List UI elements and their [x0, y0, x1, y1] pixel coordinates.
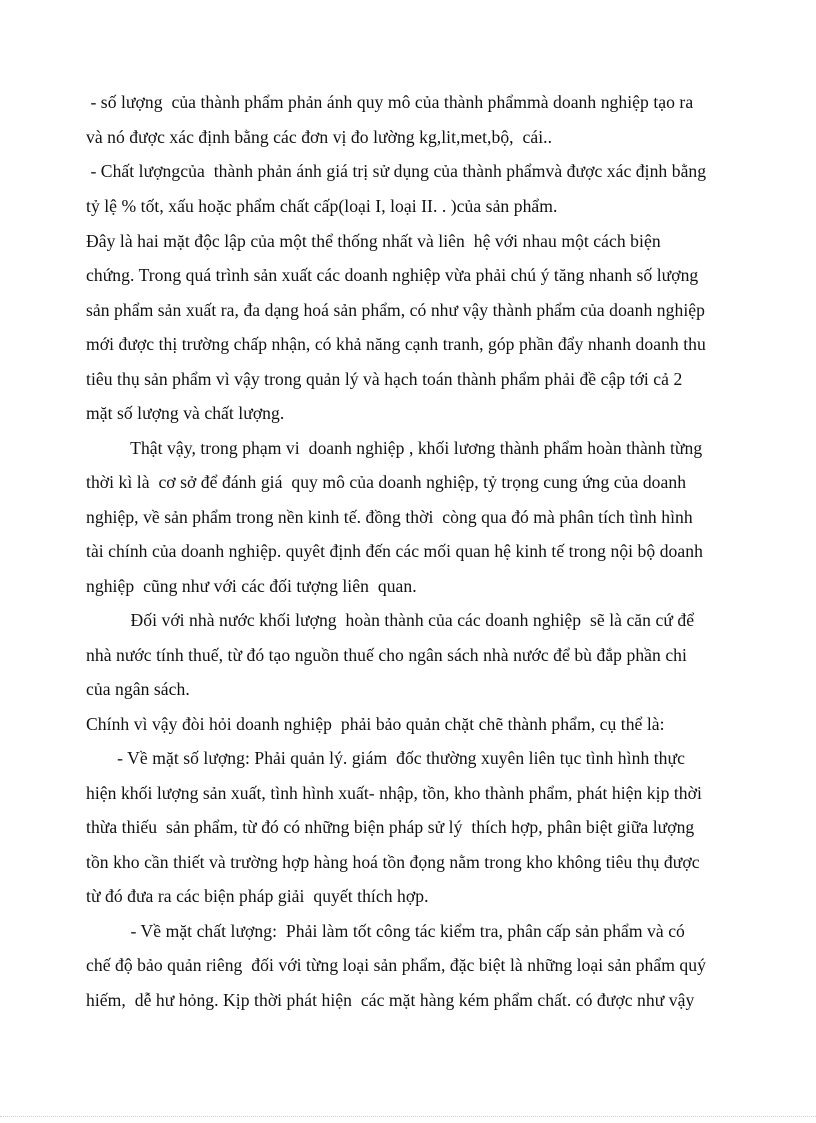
text-line: Thật vậy, trong phạm vi doanh nghiệp , khối lương thành phẩm hoàn thành từng — [86, 438, 703, 458]
page-bottom-rule — [0, 1116, 816, 1118]
text-line: mới được thị trường chấp nhận, có khả năng cạnh tranh, góp phần đẩy nhanh doanh thu — [86, 334, 706, 354]
text-line: nghiệp, về sản phẩm trong nền kinh tế. đồng thời còng qua đó mà phân tích tình hình — [86, 507, 693, 527]
text-line: chế độ bảo quản riêng đối với từng loại sản phẩm, đặc biệt là những loại sản phẩm quý — [86, 955, 706, 975]
text-line: - số lượng của thành phẩm phản ánh quy mô của thành phẩmmà doanh nghiệp tạo ra — [86, 92, 694, 112]
text-line: tiêu thụ sản phẩm vì vậy trong quản lý và hạch toán thành phẩm phải đề cập tới cả 2 — [86, 369, 683, 389]
text-line: - Về mặt chất lượng: Phải làm tốt công tác kiểm tra, phân cấp sản phẩm và có — [86, 921, 685, 941]
text-line: - Về mặt số lượng: Phải quản lý. giám đốc thường xuyên liên tục tình hình thực — [86, 748, 685, 768]
text-line: nghiệp cũng như với các đối tượng liên quan. — [86, 576, 417, 596]
text-line: hiện khối lượng sản xuất, tình hình xuất- nhập, tồn, kho thành phẩm, phát hiện kịp thời — [86, 783, 702, 803]
text-line: nhà nước tính thuế, từ đó tạo nguồn thuế cho ngân sách nhà nước để bù đắp phần chi — [86, 645, 687, 665]
text-line: từ đó đưa ra các biện pháp giải quyết thích hợp. — [86, 886, 429, 906]
text-line: - Chất lượngcủa thành phản ánh giá trị sử dụng của thành phẩmvà được xác định bằng — [86, 161, 707, 181]
text-line: sản phẩm sản xuất ra, đa dạng hoá sản phẩm, có như vậy thành phẩm của doanh nghiệp — [86, 300, 705, 320]
text-line: thời kì là cơ sở để đánh giá quy mô của doanh nghiệp, tỷ trọng cung ứng của doanh — [86, 472, 687, 492]
text-line: chứng. Trong quá trình sản xuất các doanh nghiệp vừa phải chú ý tăng nhanh số lượng — [86, 265, 699, 285]
text-line: tài chính của doanh nghiệp. quyêt định đến các mối quan hệ kinh tế trong nội bộ doanh — [86, 541, 703, 561]
text-line: mặt số lượng và chất lượng. — [86, 403, 285, 423]
text-line: tỷ lệ % tốt, xấu hoặc phẩm chất cấp(loại I, loại II. . )của sản phẩm. — [86, 196, 558, 216]
text-line: của ngân sách. — [86, 679, 190, 699]
text-line: tồn kho cần thiết và trường hợp hàng hoá tồn đọng nằm trong kho không tiêu thụ được — [86, 852, 700, 872]
text-line: Đây là hai mặt độc lập của một thể thống nhất và liên hệ với nhau một cách biện — [86, 231, 661, 251]
text-line: hiếm, dễ hư hỏng. Kịp thời phát hiện các mặt hàng kém phẩm chất. có được như vậy — [86, 990, 695, 1010]
text-line: Đối với nhà nước khối lượng hoàn thành của các doanh nghiệp sẽ là căn cứ để — [86, 610, 695, 630]
text-line: Chính vì vậy đòi hỏi doanh nghiệp phải bảo quản chặt chẽ thành phẩm, cụ thể là: — [86, 714, 665, 734]
text-line: thừa thiếu sản phẩm, từ đó có những biện pháp sử lý thích hợp, phân biệt giữa lượng — [86, 817, 695, 837]
text-line: và nó được xác định bằng các đơn vị đo lường kg,lit,met,bộ, cái.. — [86, 127, 553, 147]
